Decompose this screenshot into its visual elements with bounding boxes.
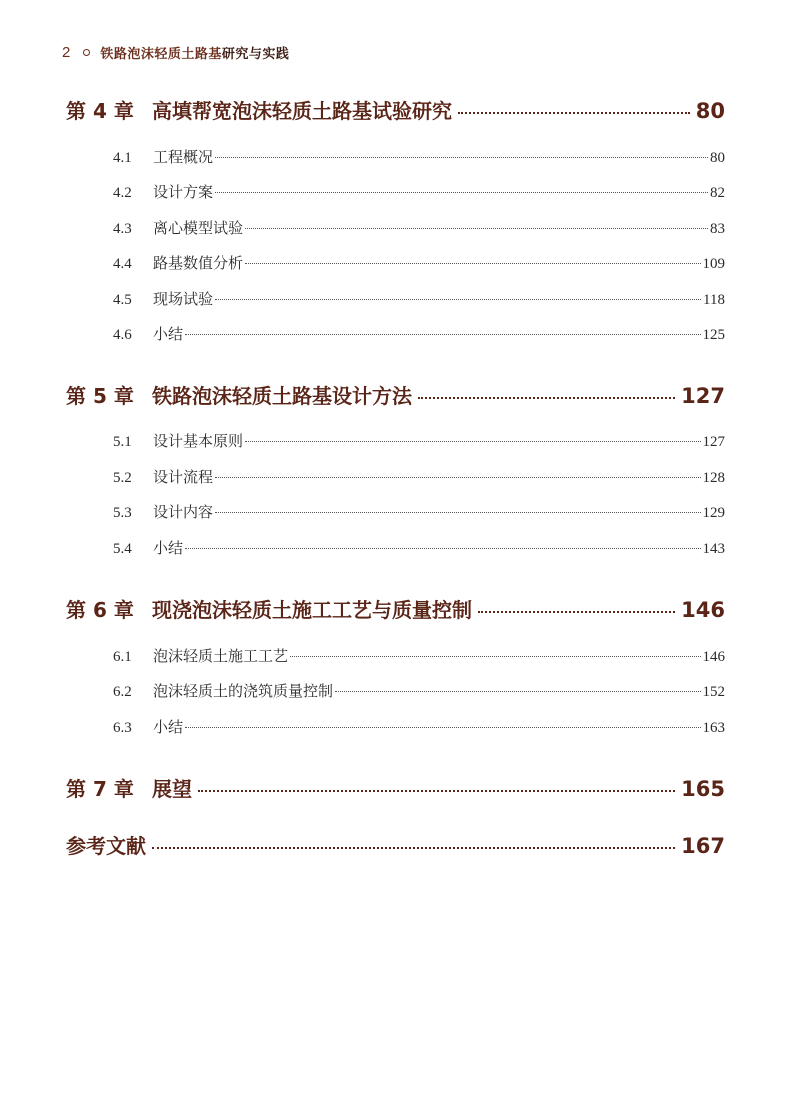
section-number: 5.2 xyxy=(113,470,132,486)
leader-dots xyxy=(418,397,675,399)
section-number: 6.1 xyxy=(113,649,132,665)
toc-section-6-2[interactable] xyxy=(113,680,725,702)
section-title: 泡沫轻质土的浇筑质量控制 xyxy=(153,682,334,700)
section-number: 6.3 xyxy=(113,720,132,736)
chapter-page: 165 xyxy=(681,777,725,801)
section-page: 146 xyxy=(702,649,725,665)
toc-section-4-4[interactable] xyxy=(113,252,725,274)
leader-dots xyxy=(215,477,700,478)
leader-dots xyxy=(152,847,675,849)
section-number: 4.1 xyxy=(113,150,132,166)
section-title: 小结 xyxy=(153,539,184,557)
leader-dots xyxy=(245,441,700,442)
section-title: 小结 xyxy=(153,325,184,343)
section-number: 4.3 xyxy=(113,221,132,237)
section-title: 离心模型试验 xyxy=(153,219,244,237)
leader-dots xyxy=(185,334,700,335)
leader-dots xyxy=(478,611,675,613)
toc-section-4-2[interactable] xyxy=(113,181,725,203)
section-title: 设计流程 xyxy=(153,468,214,486)
section-page: 109 xyxy=(702,256,725,272)
toc-chapter-5[interactable] xyxy=(66,380,725,410)
section-title: 设计方案 xyxy=(153,183,214,201)
chapter-page: 127 xyxy=(681,384,725,408)
toc-section-5-4[interactable] xyxy=(113,537,725,559)
chapter-title: 现浇泡沫轻质土施工工艺与质量控制 xyxy=(152,598,472,622)
section-page: 128 xyxy=(702,470,725,486)
leader-dots xyxy=(458,112,690,114)
toc-section-4-5[interactable] xyxy=(113,288,725,310)
chapter-label: 第 6 章 xyxy=(66,598,134,622)
chapter-title: 高填帮宽泡沫轻质土路基试验研究 xyxy=(152,99,452,123)
leader-dots xyxy=(290,656,700,657)
running-title-main: 铁路泡沫轻质土路基 xyxy=(100,46,222,62)
leader-dots xyxy=(335,691,700,692)
leader-dots xyxy=(185,548,700,549)
page-number: 2 xyxy=(62,43,71,61)
chapter-title: 铁路泡沫轻质土路基设计方法 xyxy=(152,384,412,408)
section-number: 4.4 xyxy=(113,256,132,272)
section-page: 118 xyxy=(703,292,725,308)
leader-dots xyxy=(245,228,708,229)
leader-dots xyxy=(245,263,700,264)
toc-section-5-2[interactable] xyxy=(113,466,725,488)
section-page: 127 xyxy=(702,434,725,450)
chapter-title: 展望 xyxy=(152,777,192,801)
running-title xyxy=(100,43,289,62)
toc-section-5-3[interactable] xyxy=(113,501,725,523)
toc-section-4-6[interactable] xyxy=(113,323,725,345)
section-page: 82 xyxy=(710,185,725,201)
leader-dots xyxy=(198,790,675,792)
chapter-label: 第 4 章 xyxy=(66,99,134,123)
section-title: 现场试验 xyxy=(153,290,214,308)
running-header xyxy=(62,41,289,63)
section-number: 4.6 xyxy=(113,327,132,343)
leader-dots xyxy=(215,157,708,158)
section-title: 小结 xyxy=(153,718,184,736)
leader-dots xyxy=(215,299,701,300)
toc-chapter-4[interactable] xyxy=(66,95,725,125)
bullet-circle-icon xyxy=(83,49,90,56)
leader-dots xyxy=(185,727,700,728)
section-page: 129 xyxy=(702,505,725,521)
section-title: 设计基本原则 xyxy=(153,432,244,450)
chapter-label: 第 5 章 xyxy=(66,384,134,408)
leader-dots xyxy=(215,512,700,513)
toc-section-6-1[interactable] xyxy=(113,645,725,667)
chapter-label: 第 7 章 xyxy=(66,777,134,801)
chapter-page: 80 xyxy=(695,99,725,123)
chapter-page: 146 xyxy=(681,598,725,622)
toc-section-4-1[interactable] xyxy=(113,146,725,168)
toc-references[interactable] xyxy=(66,830,725,860)
references-page: 167 xyxy=(681,834,725,858)
toc-section-5-1[interactable] xyxy=(113,430,725,452)
section-title: 设计内容 xyxy=(153,503,214,521)
section-number: 5.4 xyxy=(113,541,132,557)
section-title: 工程概况 xyxy=(153,148,214,166)
running-title-rest: 研究与实践 xyxy=(221,46,290,62)
section-page: 143 xyxy=(702,541,725,557)
toc-chapter-6[interactable] xyxy=(66,594,725,624)
section-number: 5.3 xyxy=(113,505,132,521)
section-page: 83 xyxy=(710,221,725,237)
section-number: 4.2 xyxy=(113,185,132,201)
section-page: 163 xyxy=(702,720,725,736)
section-number: 4.5 xyxy=(113,292,132,308)
section-title: 泡沫轻质土施工工艺 xyxy=(153,647,289,665)
toc-chapter-7[interactable] xyxy=(66,773,725,803)
toc-section-6-3[interactable] xyxy=(113,716,725,738)
section-number: 6.2 xyxy=(113,684,132,700)
section-page: 80 xyxy=(710,150,725,166)
section-page: 125 xyxy=(702,327,725,343)
toc-section-4-3[interactable] xyxy=(113,217,725,239)
references-title: 参考文献 xyxy=(66,834,146,858)
leader-dots xyxy=(215,192,708,193)
section-title: 路基数值分析 xyxy=(153,254,244,272)
section-page: 152 xyxy=(702,684,725,700)
section-number: 5.1 xyxy=(113,434,132,450)
